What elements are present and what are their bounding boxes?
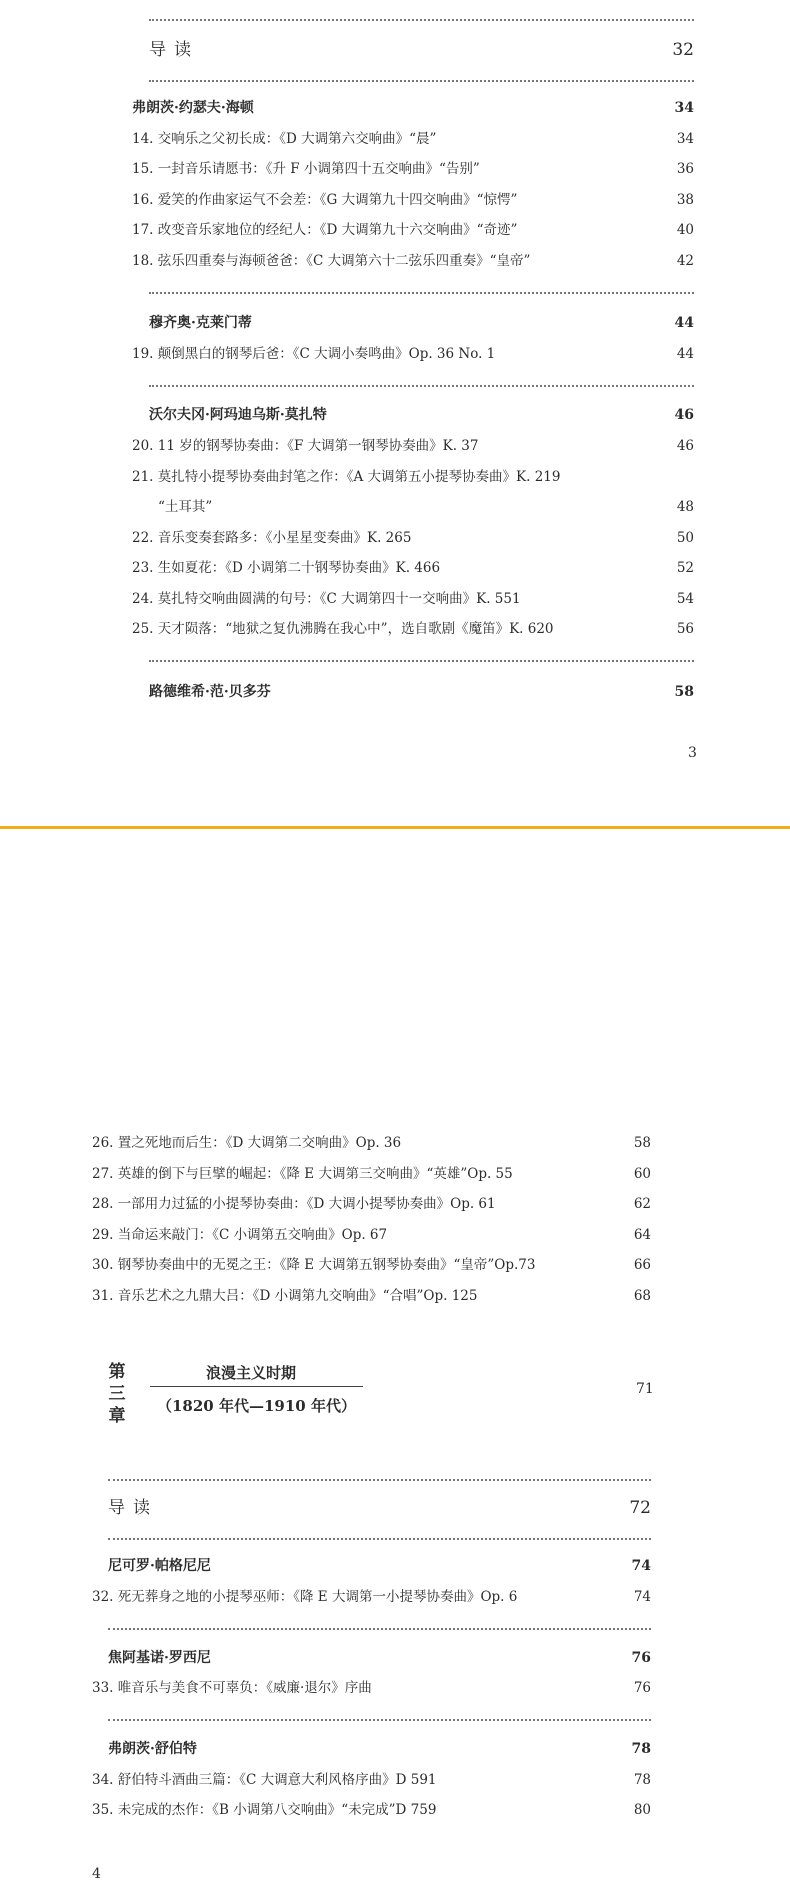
entry-title: “土耳其”	[158, 499, 213, 515]
intro-page: 72	[629, 1498, 651, 1518]
entry-page: 48	[676, 499, 694, 515]
entry-title: 22. 音乐变奏套路多：《小星星变奏曲》K. 265	[132, 530, 412, 546]
toc-entry-17[interactable]	[132, 218, 694, 242]
toc-entry-21[interactable]	[132, 465, 694, 489]
toc-page-4	[0, 829, 790, 1902]
entry-page: 66	[633, 1257, 651, 1273]
entry-title: 25. 天才陨落：“地狱之复仇沸腾在我心中”，选自歌剧《魔笛》K. 620	[132, 621, 554, 637]
toc-entry-21-continued[interactable]	[158, 495, 694, 519]
intro-page: 32	[672, 40, 694, 60]
entry-page: 58	[633, 1135, 651, 1151]
entry-title: 20. 11 岁的钢琴协奏曲：《F 大调第一钢琴协奏曲》K. 37	[132, 438, 479, 454]
composer-name: 弗朗茨·舒伯特	[108, 1741, 197, 1757]
intro-title: 导读	[149, 40, 199, 60]
composer-name: 弗朗茨·约瑟夫·海顿	[132, 100, 254, 116]
composer-page: 44	[674, 315, 694, 331]
page-number: 3	[688, 745, 697, 761]
dotted-divider	[108, 1479, 651, 1481]
toc-entry-35[interactable]	[92, 1798, 651, 1822]
entry-title: 33. 唯音乐与美食不可辜负：《威廉·退尔》序曲	[92, 1680, 372, 1696]
toc-entry-25[interactable]	[132, 617, 694, 641]
entry-title: 26. 置之死地而后生：《D 大调第二交响曲》Op. 36	[92, 1135, 402, 1151]
chapter-title-rule	[150, 1386, 363, 1387]
toc-entry-16[interactable]	[132, 188, 694, 212]
composer-heading-beethoven[interactable]	[149, 680, 694, 704]
toc-entry-29[interactable]	[92, 1223, 651, 1247]
toc-entry-30[interactable]	[92, 1253, 651, 1277]
entry-title: 19. 颠倒黑白的钢琴后爸：《C 大调小奏鸣曲》Op. 36 No. 1	[132, 346, 496, 362]
composer-heading-mozart[interactable]	[149, 403, 694, 427]
dotted-divider	[149, 292, 694, 294]
dotted-divider	[149, 385, 694, 387]
chapter-title[interactable]: 浪漫主义时期	[206, 1364, 297, 1382]
entry-title: 34. 舒伯特斗酒曲三篇：《C 大调意大利风格序曲》D 591	[92, 1772, 437, 1788]
toc-entry-14[interactable]	[132, 127, 694, 151]
toc-intro-entry[interactable]	[108, 1495, 651, 1521]
entry-title: 27. 英雄的倒下与巨擘的崛起：《降 E 大调第三交响曲》“英雄”Op. 55	[92, 1166, 513, 1182]
entry-title: 32. 死无葬身之地的小提琴巫师：《降 E 大调第一小提琴协奏曲》Op. 6	[92, 1589, 518, 1605]
toc-entry-32[interactable]	[92, 1585, 651, 1609]
entry-page: 50	[676, 530, 694, 546]
entry-title: 14. 交响乐之父初长成：《D 大调第六交响曲》“晨”	[132, 131, 437, 147]
entry-page: 36	[676, 161, 694, 177]
entry-page: 62	[633, 1196, 651, 1212]
entry-page: 46	[676, 438, 694, 454]
toc-entry-26[interactable]	[92, 1131, 651, 1155]
toc-entry-23[interactable]	[132, 556, 694, 580]
toc-entry-19[interactable]	[132, 342, 694, 366]
entry-page: 34	[676, 131, 694, 147]
entry-page: 52	[676, 560, 694, 576]
entry-page: 40	[676, 222, 694, 238]
chapter-label	[106, 1361, 128, 1427]
entry-page: 60	[633, 1166, 651, 1182]
composer-page: 58	[674, 684, 694, 700]
toc-entry-18[interactable]	[132, 249, 694, 273]
dotted-divider	[149, 660, 694, 662]
composer-heading-clementi[interactable]	[149, 311, 694, 335]
toc-entry-24[interactable]	[132, 587, 694, 611]
entry-title: 29. 当命运来敲门：《C 小调第五交响曲》Op. 67	[92, 1227, 388, 1243]
composer-name: 沃尔夫冈·阿玛迪乌斯·莫扎特	[149, 407, 327, 423]
entry-title: 31. 音乐艺术之九鼎大吕：《D 小调第九交响曲》“合唱”Op. 125	[92, 1288, 478, 1304]
entry-title: 15. 一封音乐请愿书：《升 F 小调第四十五交响曲》“告别”	[132, 161, 480, 177]
composer-name: 路德维希·范·贝多芬	[149, 684, 271, 700]
entry-page: 68	[633, 1288, 651, 1304]
entry-page: 78	[633, 1772, 651, 1788]
entry-title: 24. 莫扎特交响曲圆满的句号：《C 大调第四十一交响曲》K. 551	[132, 591, 521, 607]
toc-entry-22[interactable]	[132, 526, 694, 550]
composer-name: 穆齐奥·克莱门蒂	[149, 315, 252, 331]
dotted-divider	[108, 1719, 651, 1721]
composer-page: 74	[631, 1558, 651, 1574]
composer-page: 76	[631, 1650, 651, 1666]
page-number: 4	[92, 1866, 101, 1882]
intro-title: 导读	[108, 1498, 158, 1518]
entry-page: 64	[633, 1227, 651, 1243]
toc-entry-15[interactable]	[132, 157, 694, 181]
entry-title: 17. 改变音乐家地位的经纪人：《D 大调第九十六交响曲》“奇迹”	[132, 222, 518, 238]
composer-name: 焦阿基诺·罗西尼	[108, 1650, 211, 1666]
entry-title: 23. 生如夏花：《D 小调第二十钢琴协奏曲》K. 466	[132, 560, 441, 576]
toc-entry-33[interactable]	[92, 1676, 651, 1700]
entry-page: 54	[676, 591, 694, 607]
entry-page: 38	[676, 192, 694, 208]
composer-page: 34	[674, 100, 694, 116]
entry-page: 74	[633, 1589, 651, 1605]
composer-heading-paganini[interactable]	[108, 1554, 651, 1578]
toc-intro-entry[interactable]	[149, 37, 694, 63]
entry-page: 80	[633, 1802, 651, 1818]
toc-entry-20[interactable]	[132, 434, 694, 458]
entry-title: 21. 莫扎特小提琴协奏曲封笔之作：《A 大调第五小提琴协奏曲》K. 219	[132, 469, 561, 485]
composer-name: 尼可罗·帕格尼尼	[108, 1558, 211, 1574]
chapter-label-text: 第三章	[108, 1362, 126, 1426]
entry-title: 35. 未完成的杰作：《B 小调第八交响曲》“未完成”D 759	[92, 1802, 437, 1818]
entry-page: 56	[676, 621, 694, 637]
toc-entry-31[interactable]	[92, 1284, 651, 1308]
entry-title: 28. 一部用力过猛的小提琴协奏曲：《D 大调小提琴协奏曲》Op. 61	[92, 1196, 496, 1212]
toc-entry-34[interactable]	[92, 1768, 651, 1792]
composer-heading-haydn[interactable]	[132, 96, 694, 120]
entry-page: 76	[633, 1680, 651, 1696]
dotted-divider	[108, 1538, 651, 1540]
dotted-divider	[108, 1628, 651, 1630]
chapter-subtitle: （1820 年代—1910 年代）	[157, 1397, 356, 1415]
toc-entry-27[interactable]	[92, 1162, 651, 1186]
entry-title: 16. 爱笑的作曲家运气不会差：《G 大调第九十四交响曲》“惊愕”	[132, 192, 518, 208]
entry-page: 44	[676, 346, 694, 362]
composer-page: 78	[631, 1741, 651, 1757]
chapter-page: 71	[636, 1381, 654, 1397]
entry-page: 42	[676, 253, 694, 269]
dotted-divider	[149, 19, 694, 21]
composer-heading-schubert[interactable]	[108, 1737, 651, 1761]
composer-page: 46	[674, 407, 694, 423]
dotted-divider	[149, 80, 694, 82]
entry-title: 30. 钢琴协奏曲中的无冕之王：《降 E 大调第五钢琴协奏曲》“皇帝”Op.73	[92, 1257, 536, 1273]
composer-heading-rossini[interactable]	[108, 1646, 651, 1670]
toc-page-3	[0, 0, 790, 826]
entry-title: 18. 弦乐四重奏与海顿爸爸：《C 大调第六十二弦乐四重奏》“皇帝”	[132, 253, 531, 269]
toc-entry-28[interactable]	[92, 1192, 651, 1216]
